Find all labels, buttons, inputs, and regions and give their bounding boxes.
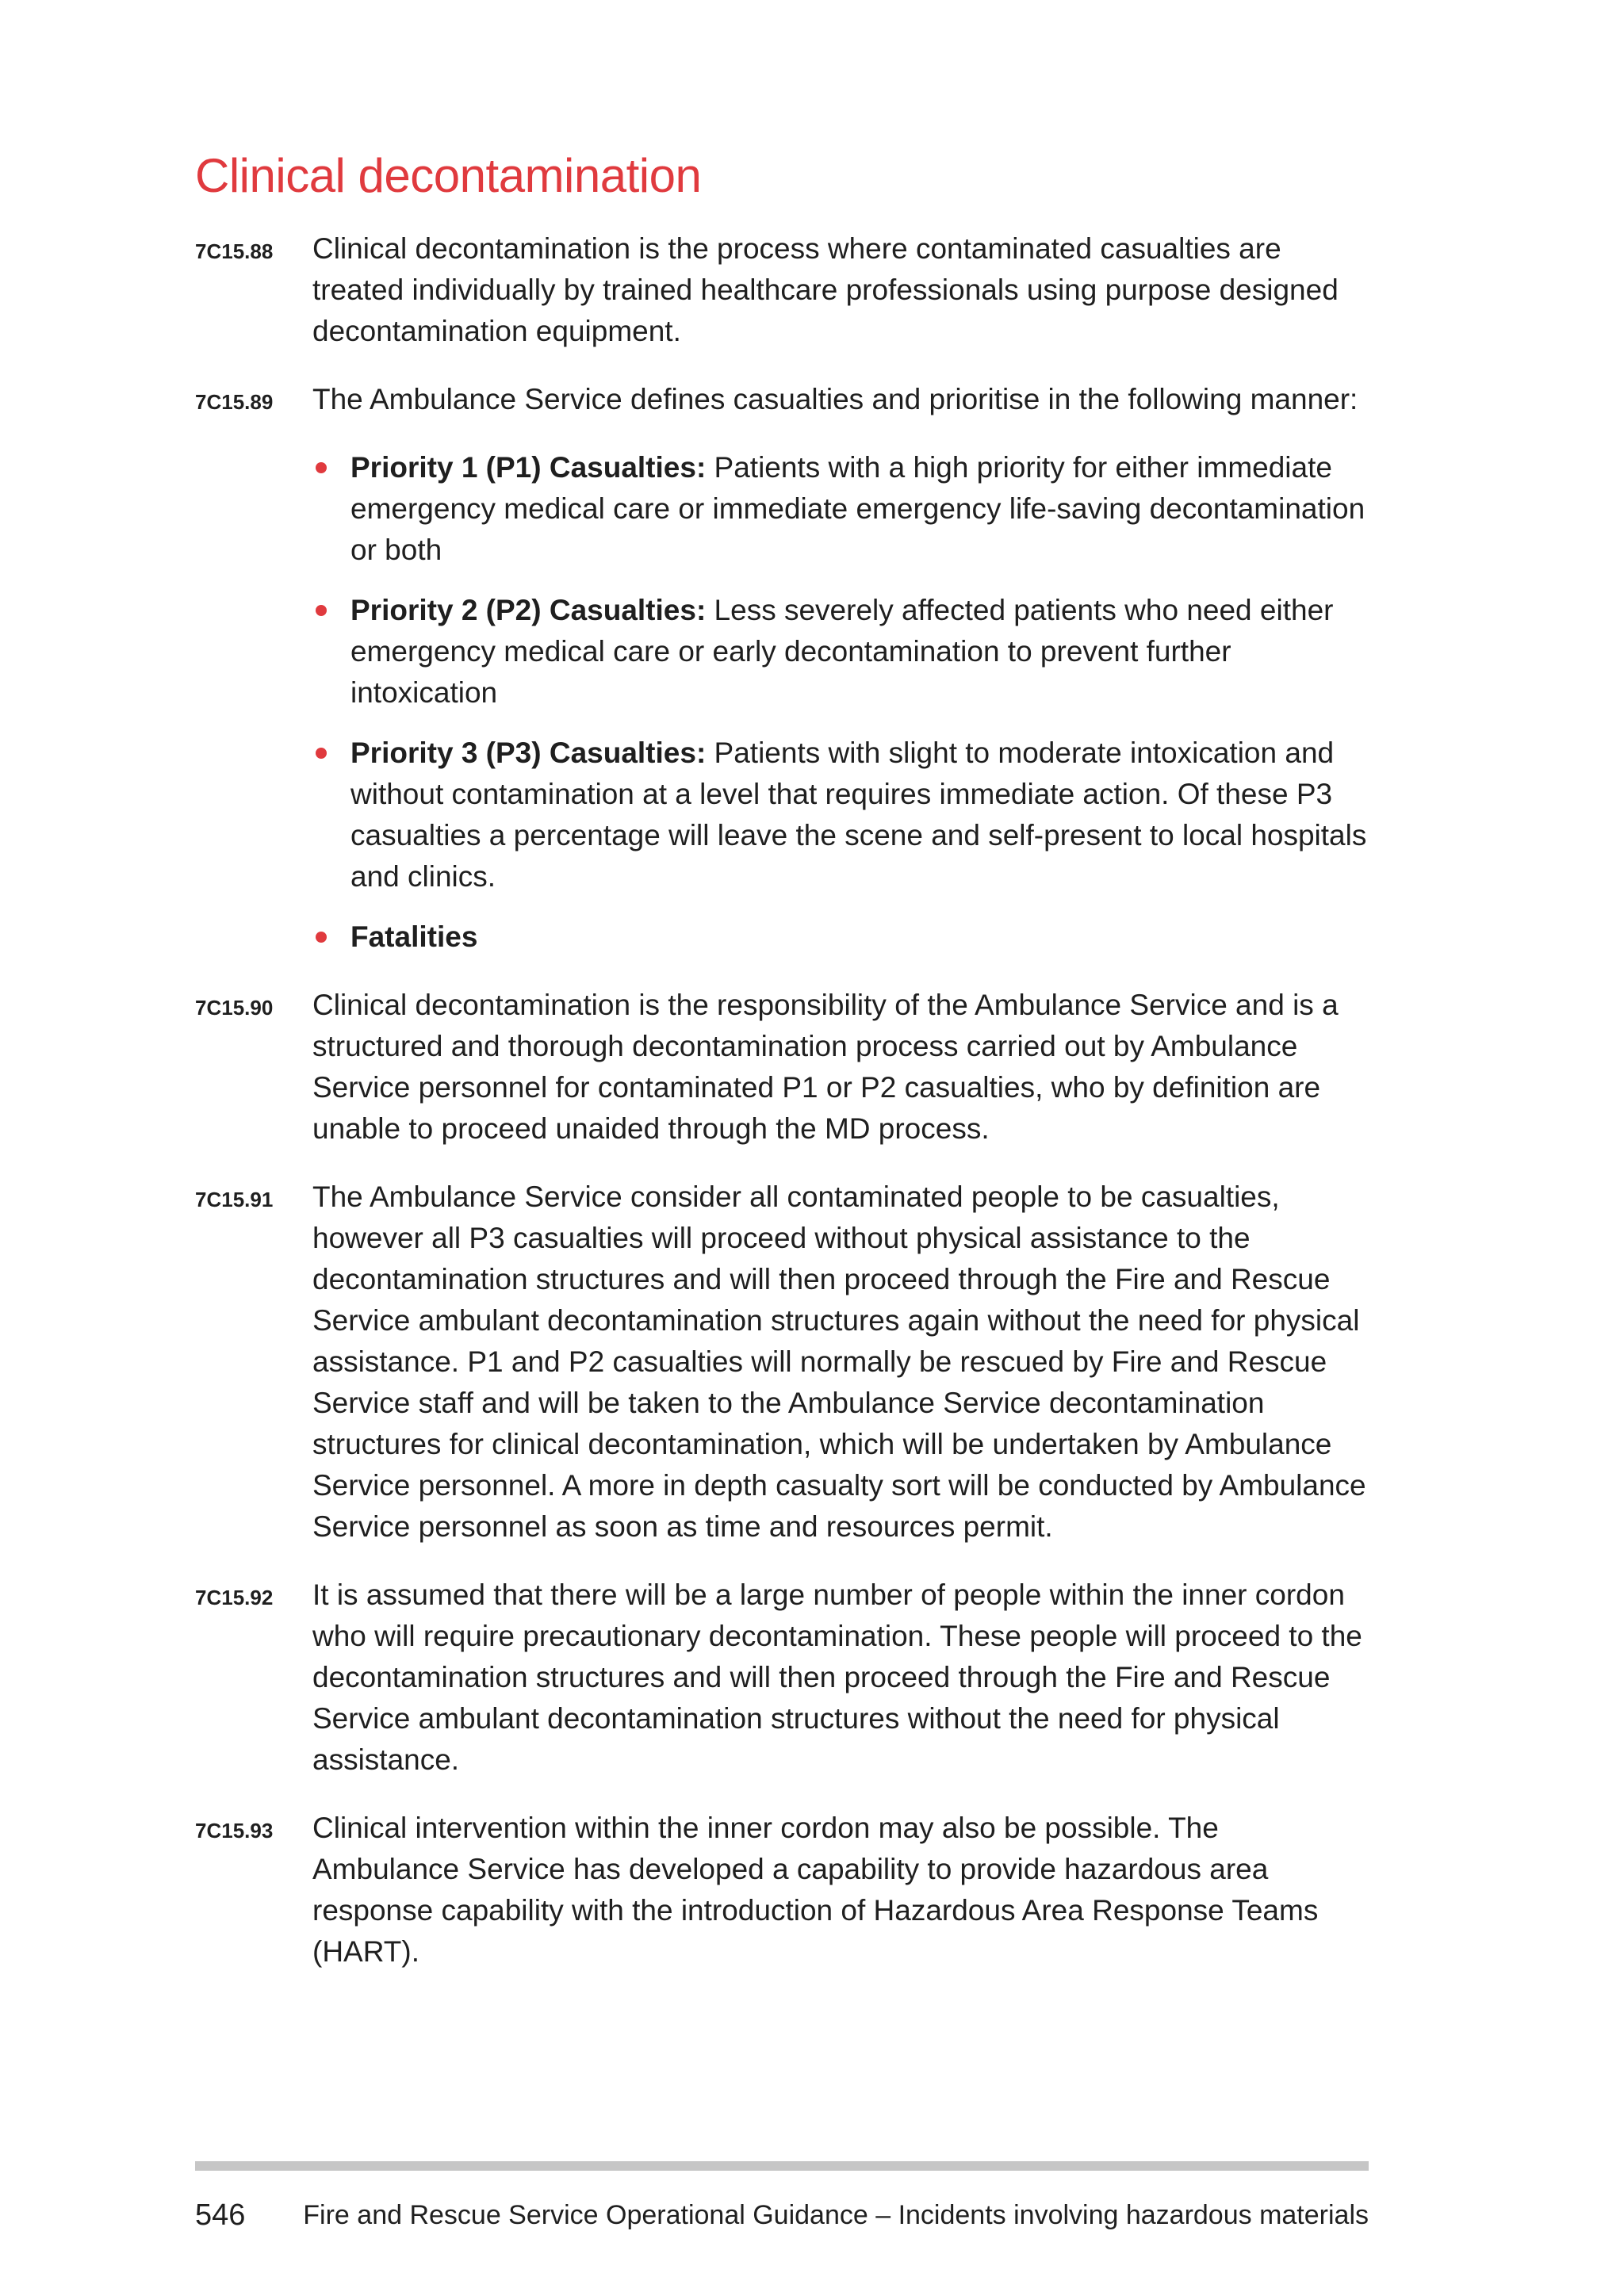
bullet-dot-icon — [316, 932, 327, 943]
paragraph-number: 7C15.93 — [195, 1819, 274, 1843]
paragraph-text: Clinical decontamination is the process where contaminated casualties are treated individually by trained healthcare professionals using purpose designed decontamination equipment. — [312, 232, 1339, 347]
bullet-dot-icon — [316, 462, 327, 473]
paragraph-number: 7C15.90 — [195, 996, 274, 1020]
paragraph-number: 7C15.91 — [195, 1188, 274, 1211]
bullet-dot-icon — [316, 605, 327, 616]
paragraph-text: It is assumed that there will be a large number of people within the inner cordon who will require precautionary decontamination. These people will proceed to the decontamination structures and will then proceed through the Fire and Rescue Service ambulant decontamination structures without the need for physical assistance. — [312, 1578, 1362, 1776]
page-footer — [195, 2193, 1369, 2237]
list-item-fatalities — [312, 916, 1369, 958]
paragraph-text: Clinical decontamination is the responsibility of the Ambulance Service and is a structured and thorough decontamination process carried out by Ambulance Service personnel for contaminated P1 or P2 casualties, who by definition are unable to proceed unaided through the MD process. — [312, 989, 1339, 1145]
paragraph-text: The Ambulance Service defines casualties and prioritise in the following manner: — [312, 383, 1358, 415]
list-item-priority-3 — [312, 733, 1369, 897]
section-heading: Clinical decontamination — [195, 149, 702, 202]
bullet-text: Patients with slight to moderate intoxication and without contamination at a level that requires immediate action. Of these P3 casualties a percentage will leave the scene and self-present to local hospitals and clinics. — [350, 737, 1367, 893]
list-item-priority-1 — [312, 447, 1369, 571]
page-number: 546 — [195, 2198, 246, 2232]
paragraph-7c15-89 — [195, 379, 1369, 420]
list-item-priority-2 — [312, 590, 1369, 714]
bullet-text: Less severely affected patients who need either emergency medical care or early decontamination to prevent further intoxication — [350, 594, 1334, 709]
bullet-lead: Priority 3 (P3) Casualties: — [350, 737, 707, 769]
paragraph-7c15-93 — [195, 1808, 1369, 1973]
paragraph-7c15-92 — [195, 1575, 1369, 1781]
bullet-dot-icon — [316, 748, 327, 759]
paragraph-number: 7C15.88 — [195, 239, 274, 263]
paragraph-number: 7C15.89 — [195, 390, 274, 414]
paragraph-7c15-91 — [195, 1177, 1369, 1548]
paragraph-text: Clinical intervention within the inner cordon may also be possible. The Ambulance Service has developed a capability to provide hazardous area response capability with the introduction of Hazardous Area Response Teams (HART). — [312, 1812, 1319, 1968]
bullet-text: Patients with a high priority for either immediate emergency medical care or immediate emergency life-saving decontamination or both — [350, 451, 1365, 566]
section-body — [195, 228, 1369, 1999]
paragraph-number: 7C15.92 — [195, 1586, 274, 1609]
paragraph-7c15-88 — [195, 228, 1369, 352]
footer-title: Fire and Rescue Service Operational Guidance – Incidents involving hazardous materials — [303, 2200, 1369, 2230]
priority-list — [195, 447, 1369, 958]
paragraph-7c15-90 — [195, 985, 1369, 1150]
footer-divider — [195, 2161, 1369, 2171]
bullet-lead: Priority 2 (P2) Casualties: — [350, 594, 707, 626]
bullet-lead: Priority 1 (P1) Casualties: — [350, 451, 707, 484]
bullet-lead: Fatalities — [350, 920, 478, 953]
paragraph-text: The Ambulance Service consider all contaminated people to be casualties, however all P3 casualties will proceed without physical assistance to the decontamination structures and will then proceed through the Fire and Rescue Service ambulant decontamination structures again without the need for physical assistance. P1 and P2 casualties will normally be rescued by Fire and Rescue Service staff and will be taken to the Ambulance Service decontamination structures for clinical decontamination, which will be undertaken by Ambulance Service personnel. A more in depth casualty sort will be conducted by Ambulance Service personnel as soon as time and resources permit. — [312, 1181, 1366, 1543]
